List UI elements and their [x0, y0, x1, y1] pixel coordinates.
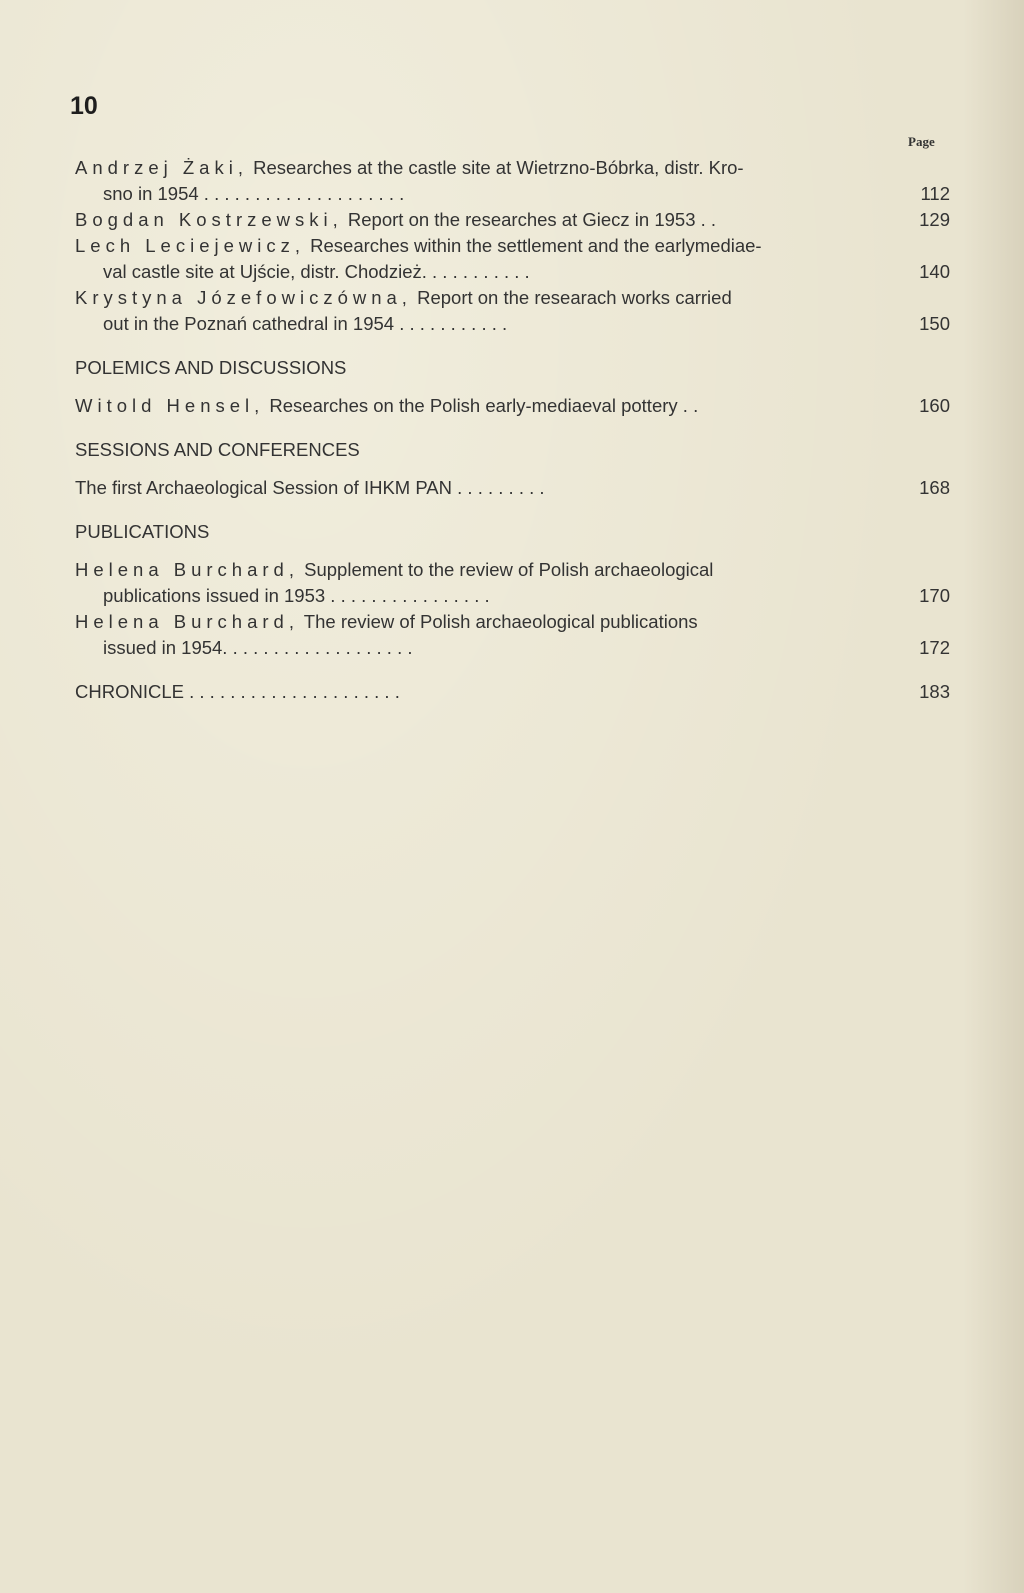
entry-title: Report on the researach works carried	[417, 287, 732, 308]
entry-title: Researches at the castle site at Wietrzno-Bóbrka, distr. Kro-	[253, 157, 744, 178]
section-heading-text: PUBLICATIONS	[75, 521, 210, 542]
entry-title-continued: issued in 1954. . . . . . . . . . . . . . . . . . .	[103, 637, 413, 658]
entry-title-continued: out in the Poznań cathedral in 1954 . . . . . . . . . . .	[103, 313, 508, 334]
entry-page: 140	[919, 261, 950, 282]
toc-entry-line	[75, 181, 950, 207]
entry-page: 112	[920, 183, 950, 204]
toc-entry-line	[75, 635, 950, 661]
toc-entry-line	[75, 207, 950, 233]
toc-entry-line	[75, 557, 950, 583]
entry-author: Bogdan Kostrzewski,	[75, 209, 343, 230]
toc-entry-line	[75, 475, 950, 501]
entry-author: Helena Burchard,	[75, 611, 299, 632]
entry-page: 168	[919, 477, 950, 498]
toc-entry-line	[75, 233, 950, 259]
toc-entry-line	[75, 285, 950, 311]
entry-title-continued: sno in 1954 . . . . . . . . . . . . . . . . . . . .	[103, 183, 405, 204]
section-heading-text: SESSIONS AND CONFERENCES	[75, 439, 360, 460]
entry-author: Lech Leciejewicz,	[75, 235, 305, 256]
page-column-label: Page	[908, 134, 935, 149]
entry-page: 129	[919, 209, 950, 230]
entry-title: Researches within the settlement and the earlymediae-	[310, 235, 762, 256]
entry-title: Report on the researches at Giecz in 1953 . .	[347, 209, 717, 230]
table-of-contents	[75, 155, 950, 705]
entry-page: 172	[919, 637, 950, 658]
entry-author: Andrzej Żaki,	[75, 157, 248, 178]
toc-entry-chronicle	[75, 679, 950, 705]
toc-entry-line	[75, 583, 950, 609]
entry-author: Krystyna Józefowiczówna,	[75, 287, 412, 308]
toc-entry-line	[75, 393, 950, 419]
toc-entry-line	[75, 155, 950, 181]
section-heading-polemics	[75, 355, 950, 381]
toc-entry-line	[75, 311, 950, 337]
section-heading-publications	[75, 519, 950, 545]
toc-entry-line	[75, 609, 950, 635]
entry-page: 160	[919, 395, 950, 416]
toc-entry-line	[75, 259, 950, 285]
page-number: 10	[70, 92, 98, 120]
entry-title: CHRONICLE . . . . . . . . . . . . . . . . . . . . .	[75, 681, 400, 702]
entry-author: Witold Hensel,	[75, 395, 265, 416]
entry-title-continued: val castle site at Ujście, distr. Chodzież. . . . . . . . . . .	[103, 261, 530, 282]
entry-title: The first Archaeological Session of IHKM PAN . . . . . . . . .	[75, 477, 545, 498]
entry-title: The review of Polish archaeological publications	[303, 611, 698, 632]
entry-page: 183	[919, 681, 950, 702]
entry-title: Researches on the Polish early-mediaeval pottery . .	[269, 395, 699, 416]
entry-title: Supplement to the review of Polish archaeological	[304, 559, 714, 580]
section-heading-text: POLEMICS AND DISCUSSIONS	[75, 357, 347, 378]
entry-author: Helena Burchard,	[75, 559, 299, 580]
entry-page: 150	[919, 313, 950, 334]
entry-page: 170	[919, 585, 950, 606]
section-heading-sessions	[75, 437, 950, 463]
entry-title-continued: publications issued in 1953 . . . . . . . . . . . . . . . .	[103, 585, 490, 606]
